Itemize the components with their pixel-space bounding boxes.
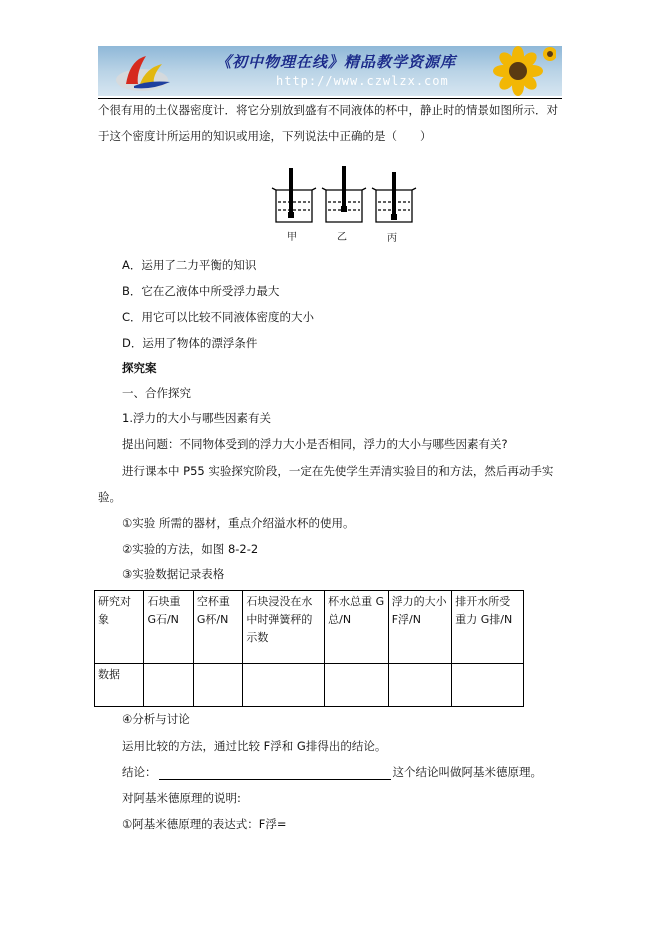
question-text: 提出问题：不同物体受到的浮力大小是否相同，浮力的大小与哪些因素有关? <box>122 437 508 451</box>
step-1: ①实验 所需的器材，重点介绍溢水杯的使用。 <box>122 516 355 530</box>
step-2: ②实验的方法，如图 8-2-2 <box>122 542 259 556</box>
analysis-text: 运用比较的方法，通过比较 F浮和 G排得出的结论。 <box>122 739 387 753</box>
hydrometer-yi <box>342 166 346 210</box>
data-cell[interactable] <box>452 664 524 707</box>
step-3: ③实验数据记录表格 <box>122 567 225 581</box>
option-d: D．运用了物体的漂浮条件 <box>122 336 258 350</box>
header-cell: 杯水总重 G总/N <box>325 591 389 664</box>
header-cell: 空杯重 G杯/N <box>193 591 242 664</box>
hydrometer-figure <box>264 166 424 246</box>
sunflower-icon <box>474 46 556 96</box>
row-label: 数据 <box>95 664 144 707</box>
instruction-line-2: 验。 <box>98 490 121 504</box>
data-cell[interactable] <box>325 664 389 707</box>
site-banner <box>98 46 562 96</box>
option-b: B．它在乙液体中所受浮力最大 <box>122 284 280 298</box>
instruction-line-1: 进行课本中 P55 实验探究阶段，一定在先使学生弄清实验目的和方法，然后再动手实 <box>122 464 554 478</box>
header-cell: 研究对象 <box>95 591 144 664</box>
section-title: 探究案 <box>122 361 157 375</box>
data-cell[interactable] <box>144 664 193 707</box>
conclusion-line <box>122 764 542 780</box>
conclusion-blank[interactable] <box>159 767 391 780</box>
header-cell: 浮力的大小 F浮/N <box>388 591 452 664</box>
conclusion-tail: 这个结论叫做阿基米德原理。 <box>392 765 542 779</box>
formula-text: ①阿基米德原理的表达式：F浮= <box>122 817 287 831</box>
header-cell: 石块浸没在水中时弹簧秤的示数 <box>243 591 325 664</box>
header-rule <box>98 98 562 99</box>
option-a: A．运用了二力平衡的知识 <box>122 258 257 272</box>
explain-text: 对阿基米德原理的说明: <box>122 791 241 805</box>
banner-url[interactable]: http://www.czwlzx.com <box>276 74 449 88</box>
header-cell: 石块重 G石/N <box>144 591 193 664</box>
hydrometer-bing <box>392 172 396 218</box>
step-4: ④分析与讨论 <box>122 712 190 726</box>
data-cell[interactable] <box>243 664 325 707</box>
intro-line-2: 于这个密度计所运用的知识或用途，下列说法中正确的是（ ） <box>98 129 432 143</box>
table-header-row <box>95 591 524 664</box>
data-record-table <box>94 590 524 707</box>
figure-label-yi: 乙 <box>337 232 347 243</box>
figure-label-jia: 甲 <box>287 232 297 243</box>
option-c: C．用它可以比较不同液体密度的大小 <box>122 310 315 324</box>
conclusion-label: 结论： <box>122 765 157 779</box>
data-cell[interactable] <box>388 664 452 707</box>
intro-line-1: 个很有用的土仪器密度计．将它分别放到盛有不同液体的杯中，静止时的情景如图所示．对 <box>98 103 558 117</box>
topic-title: 1.浮力的大小与哪些因素有关 <box>122 411 271 425</box>
header-cell: 排开水所受重力 G排/N <box>452 591 524 664</box>
subsection-title: 一、合作探究 <box>122 386 191 400</box>
site-logo-icon <box>112 50 178 94</box>
banner-title: 《初中物理在线》精品教学资源库 <box>216 53 457 71</box>
figure-label-bing: 丙 <box>387 233 397 244</box>
hydrometer-jia <box>289 168 293 216</box>
data-cell[interactable] <box>193 664 242 707</box>
table-row <box>95 664 524 707</box>
